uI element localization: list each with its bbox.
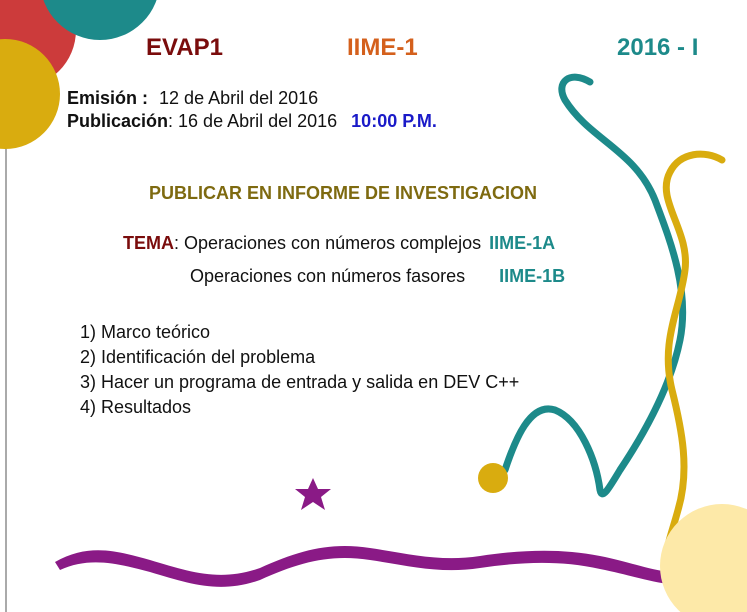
publicacion-line [67,111,437,132]
publicacion-value: : 16 de Abril del 2016 [168,111,338,131]
tema-label: TEMA [123,233,174,253]
header-period: 2016 - I [617,34,699,61]
emision-value: 12 de Abril del 2016 [159,88,319,108]
section-title: PUBLICAR EN INFORME DE INVESTIGACION [149,183,538,203]
purple-star-icon [295,478,331,510]
publicacion-label: Publicación [67,111,169,131]
tema-item-2-text: Operaciones con números fasores [190,266,466,286]
tema-item-1-code: IIME-1A [489,233,556,253]
tema-item-2-code: IIME-1B [499,266,566,286]
purple-wave-ribbon-icon [55,546,670,587]
list-item: 3) Hacer un programa de entrada y salida en DEV C++ [80,372,520,392]
list-item: 4) Resultados [80,397,192,417]
publicacion-time: 10:00 P.M. [351,111,437,131]
list-item: 2) Identificación del problema [80,347,316,367]
header-code: EVAP1 [146,34,223,61]
list-item: 1) Marco teórico [80,322,211,342]
steps-list [80,320,519,420]
gold-dot-icon [478,463,508,493]
emision-label: Emisión : [67,88,149,108]
tema-item-1-text: : Operaciones con números complejos [174,233,482,253]
tema-item-2 [190,266,565,287]
emision-line [67,88,318,109]
tema-item-1 [123,233,555,254]
header-course: IIME-1 [347,34,418,61]
